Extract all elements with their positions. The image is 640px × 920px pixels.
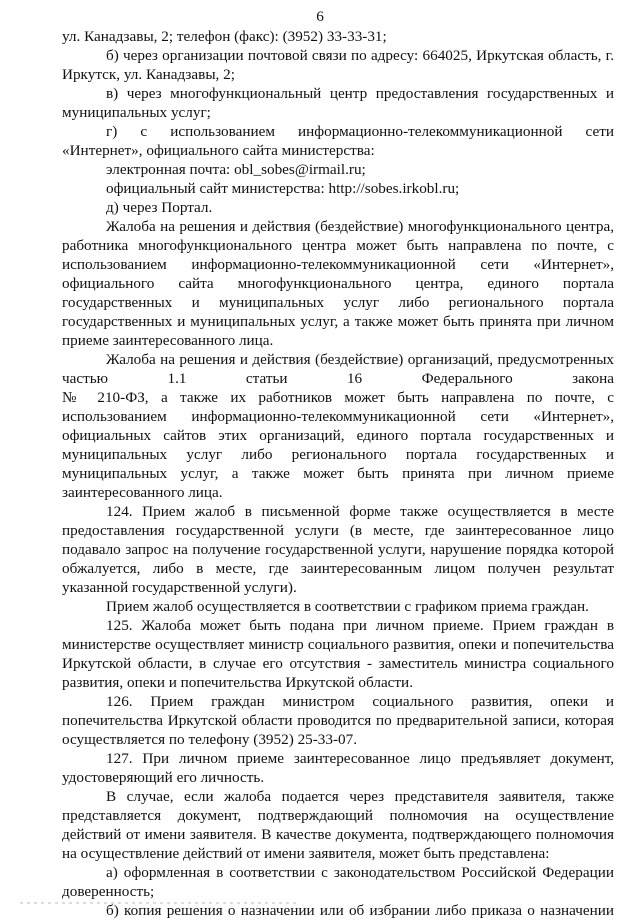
- text-line: г) с использованием информационно-телекоммуникационной сети: [106, 123, 614, 140]
- text-line: 124. Прием жалоб в письменной форме также осуществляется в месте: [106, 503, 614, 520]
- text-line: удостоверяющий его личность.: [62, 769, 265, 786]
- text-line: официального сайта многофункционального центра, единого портала: [62, 275, 614, 292]
- text-line: а) оформленная в соответствии с законодательством Российской Федерации: [106, 864, 614, 881]
- text-line: частью 1.1 статьи 16 Федерального закона: [62, 370, 614, 387]
- text-line: подавало запрос на получение государственной услуги, нарушение порядка которой: [62, 541, 614, 558]
- page-number: 6: [316, 8, 324, 25]
- text-line: муниципальных услуг либо регионального портала государственных и: [62, 446, 614, 463]
- text-line: Иркутск, ул. Канадзавы, 2;: [62, 66, 235, 83]
- text-line: действий от имени заявителя. В качестве документа, подтверждающего полномочия: [62, 826, 614, 843]
- text-line: министерстве осуществляет министр социального развития, опеки и попечительства: [62, 636, 614, 653]
- text-line: 125. Жалоба может быть подана при личном приеме. Прием граждан в: [106, 617, 614, 634]
- text-line: работника многофункционального центра может быть направлена по почте, с: [62, 237, 614, 254]
- text-line: «Интернет», официального сайта министерства:: [62, 142, 375, 159]
- text-line: электронная почта: obl_sobes@irmail.ru;: [106, 161, 366, 178]
- text-line: представляется документ, подтверждающий полномочия на осуществление: [62, 807, 614, 824]
- text-line: б) через организации почтовой связи по адресу: 664025, Иркутская область, г.: [106, 47, 614, 64]
- text-line: указанной государственной услуги).: [62, 579, 297, 596]
- text-line: официальный сайт министерства: http://sobes.irkobl.ru;: [106, 180, 460, 197]
- text-line: Жалоба на решения и действия (бездействие) организаций, предусмотренных: [106, 351, 614, 368]
- text-line: Иркутской области, в случае его отсутствия - заместитель министра социального: [62, 655, 614, 672]
- scan-edge-mark: [0, 895, 640, 905]
- text-line: В случае, если жалоба подается через представителя заявителя, также: [106, 788, 614, 805]
- text-line: официальных сайтов этих организаций, единого портала государственных и: [62, 427, 614, 444]
- text-line: государственных и муниципальных услуг, а также может быть принята при личном: [62, 313, 614, 330]
- text-line: 126. Прием граждан министром социального развития, опеки и: [106, 693, 614, 710]
- text-line: развития, опеки и попечительства Иркутской области.: [62, 674, 413, 691]
- text-line: Прием жалоб осуществляется в соответствии с графиком приема граждан.: [106, 598, 589, 615]
- text-line: осуществляется по телефону (3952) 25-33-07.: [62, 731, 358, 748]
- text-line: предоставления государственной услуги (в месте, где заинтересованное лицо: [62, 522, 614, 539]
- text-line: муниципальных услуг, а также может быть принята при личном приеме: [62, 465, 614, 482]
- text-line: использованием информационно-телекоммуникационной сети «Интернет»,: [62, 256, 614, 273]
- text-line: заинтересованного лица.: [62, 484, 223, 501]
- text-line: д) через Портал.: [106, 199, 213, 216]
- text-line: 127. При личном приеме заинтересованное лицо предъявляет документ,: [106, 750, 614, 767]
- text-line: попечительства Иркутской области проводится по предварительной записи, которая: [62, 712, 614, 729]
- document-body: [62, 27, 614, 920]
- text-line: доверенность;: [62, 883, 155, 900]
- text-line: использованием информационно-телекоммуникационной сети «Интернет»,: [62, 408, 614, 425]
- text-line: муниципальных услуг;: [62, 104, 211, 121]
- text-line: Жалоба на решения и действия (бездействие) многофункционального центра,: [106, 218, 614, 235]
- text-line: на осуществление действий от имени заявителя, может быть представлена:: [62, 845, 550, 862]
- text-line: обжалуется, либо в месте, где заинтересованным лицом получен результат: [62, 560, 614, 577]
- text-line: ул. Канадзавы, 2; телефон (факс): (3952) 33-33-31;: [62, 28, 387, 45]
- text-line: б) копия решения о назначении или об избрании либо приказа о назначении: [106, 902, 614, 919]
- text-line: в) через многофункциональный центр предоставления государственных и: [106, 85, 614, 102]
- text-line: государственных и муниципальных услуг либо регионального портала: [62, 294, 614, 311]
- text-line: № 210-ФЗ, а также их работников может быть направлена по почте, с: [62, 389, 614, 406]
- text-line: приеме заинтересованного лица.: [62, 332, 274, 349]
